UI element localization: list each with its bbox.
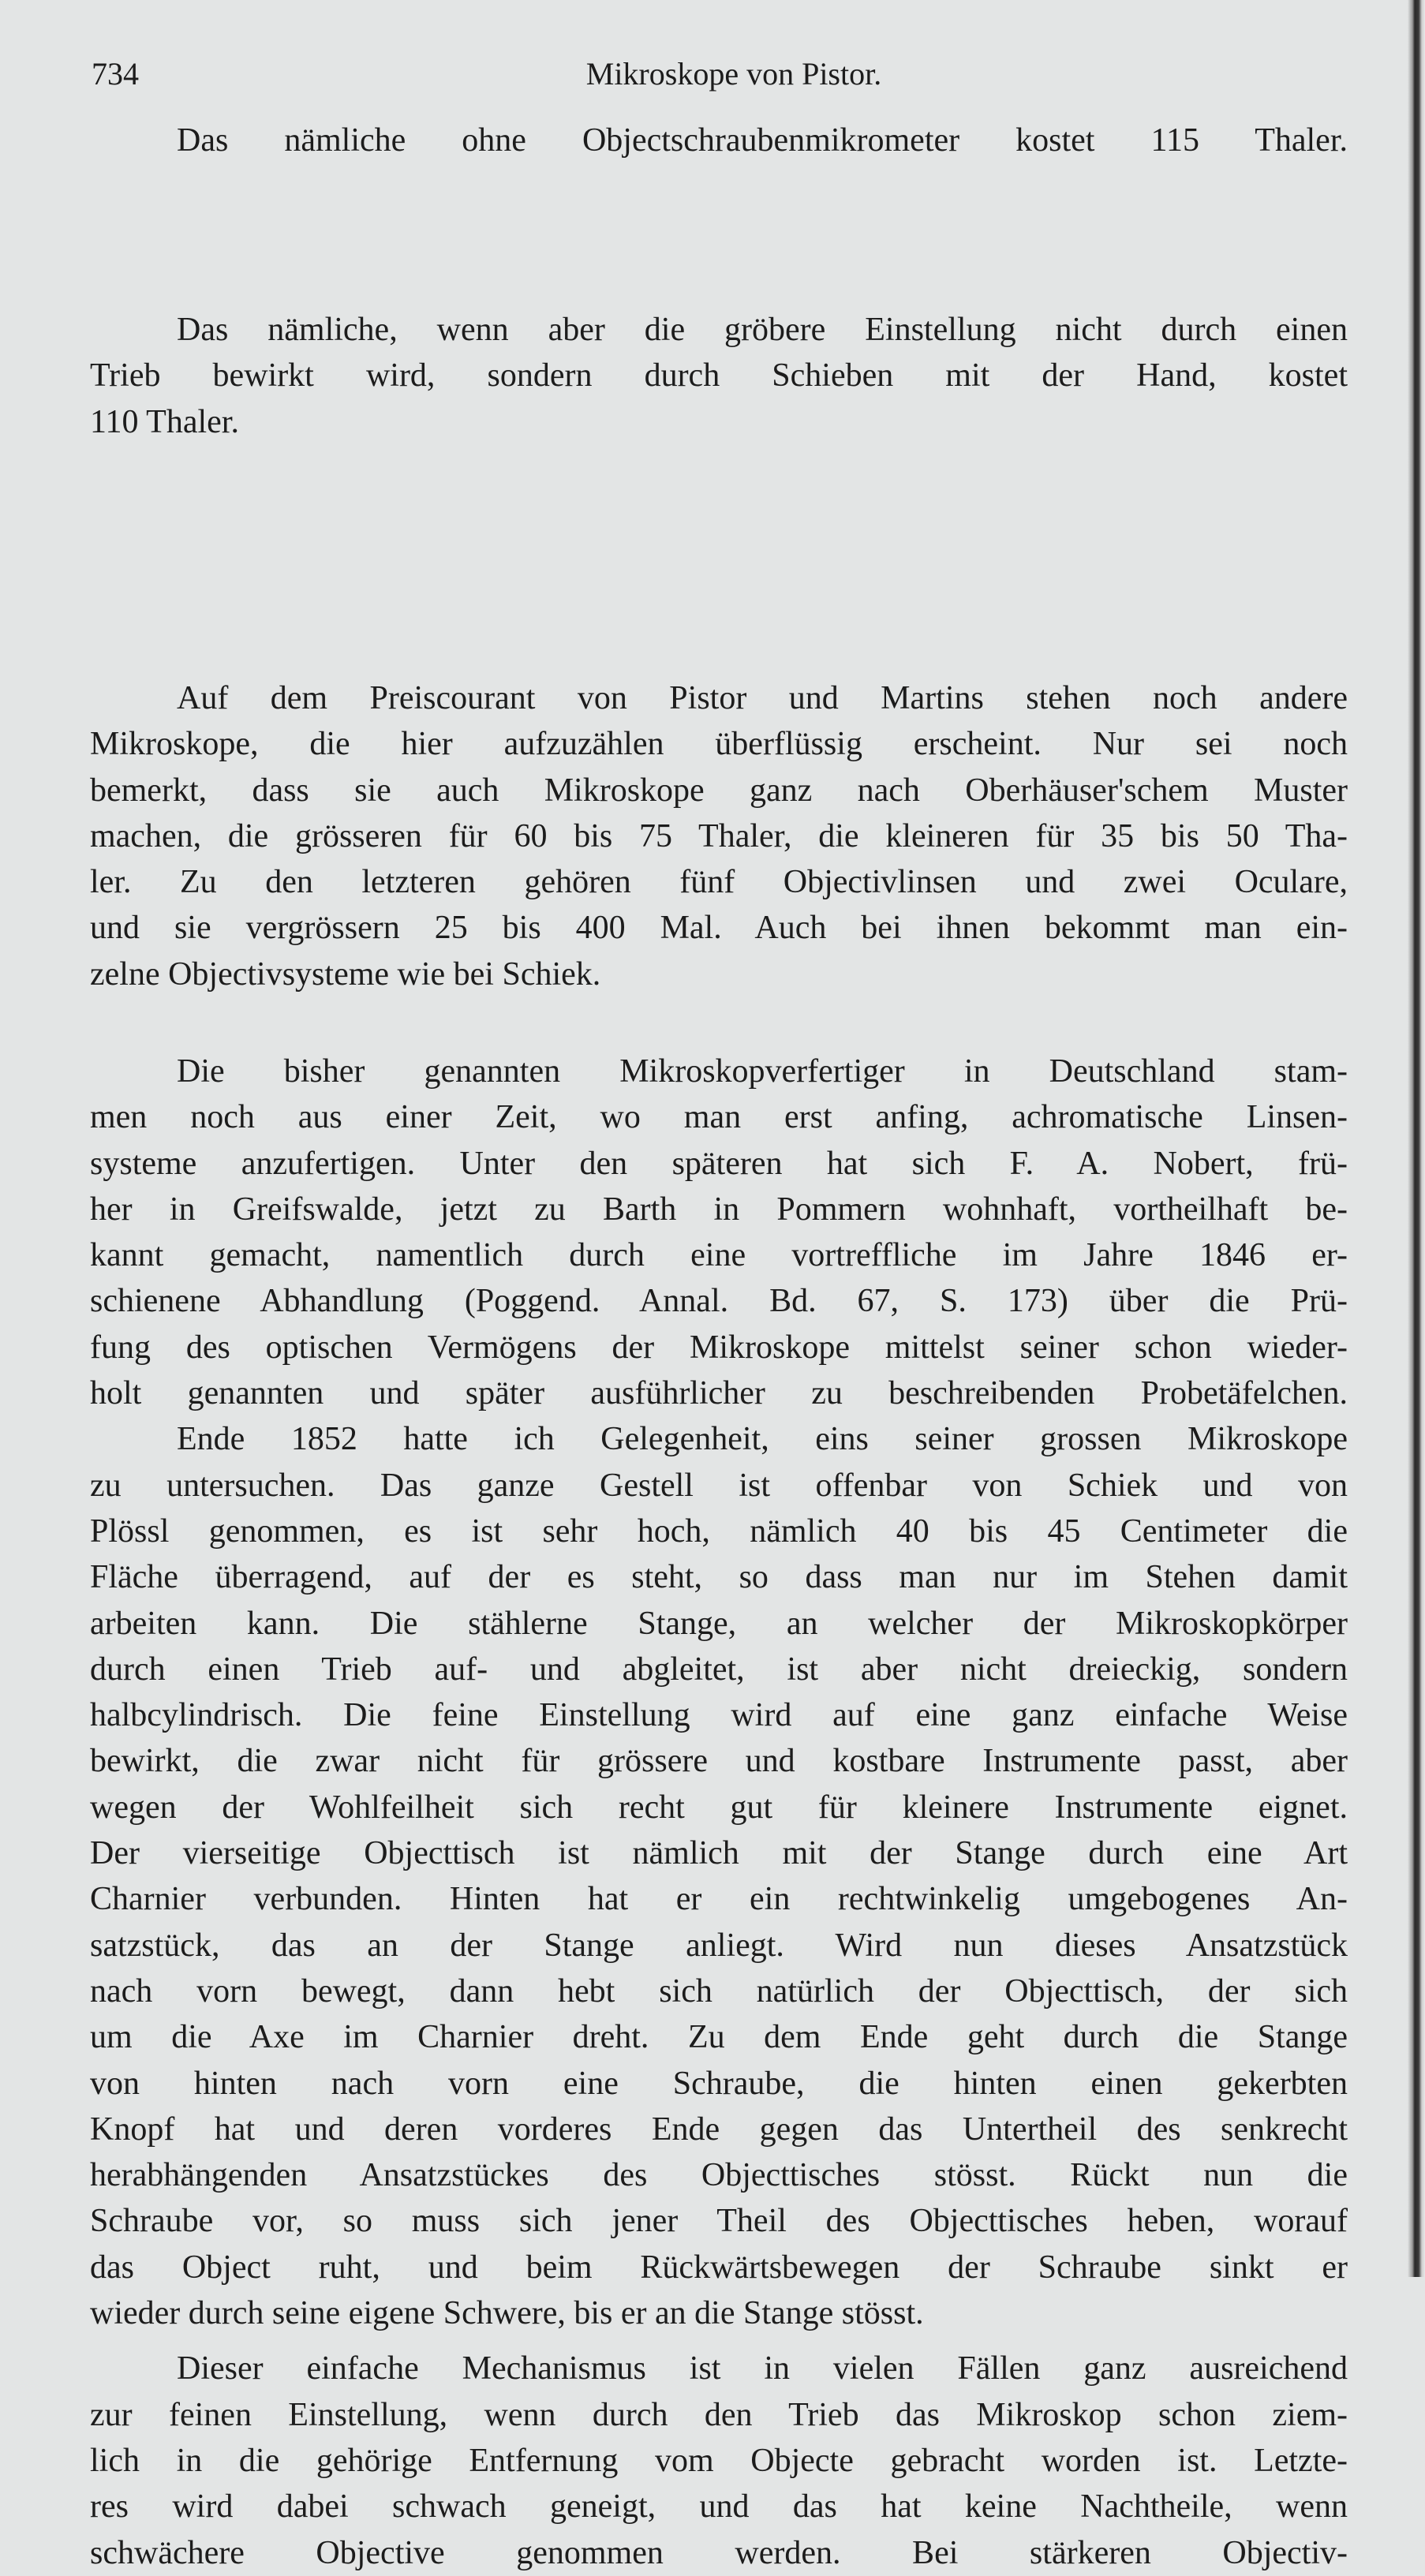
paragraph	[90, 307, 1348, 445]
text-line: Ende 1852 hatte ich Gelegenheit, eins seiner grossen Mikroskope	[177, 1421, 1348, 1458]
paragraph	[90, 2346, 1348, 2575]
text-line: Dieser einfache Mechanismus ist in vielen Fällen ganz ausreichend	[177, 2350, 1348, 2387]
text-line: Mikroskope, die hier aufzuzählen überflüssig erscheint. Nur sei noch	[90, 726, 1348, 763]
text-line: res wird dabei schwach geneigt, und das hat keine Nachtheile, wenn	[90, 2488, 1348, 2526]
text-line: holt genannten und später ausführlicher zu beschreibenden Probetäfelchen.	[90, 1375, 1348, 1412]
text-line: Das nämliche, wenn aber die gröbere Einstellung nicht durch einen	[177, 312, 1348, 348]
text-line: schwächere Objective genommen werden. Bei stärkeren Objectiv-	[90, 2534, 1348, 2571]
paragraph	[90, 118, 1348, 163]
text-line: kannt gemacht, namentlich durch eine vortreffliche im Jahre 1846 er-	[90, 1237, 1348, 1274]
text-line: Das nämliche ohne Objectschraubenmikrometer kostet 115 Thaler.	[177, 122, 1348, 159]
paragraph	[90, 675, 1348, 997]
text-line: Die bisher genannten Mikroskopverfertiger in Deutschland stam-	[177, 1053, 1348, 1090]
text-line: zur feinen Einstellung, wenn durch den Trieb das Mikroskop schon ziem-	[90, 2396, 1348, 2433]
text-line: machen, die grösseren für 60 bis 75 Thaler, die kleineren für 35 bis 50 Tha-	[90, 817, 1348, 854]
text-line: durch einen Trieb auf- und abgleitet, ist aber nicht dreieckig, sondern	[90, 1651, 1348, 1688]
text-line: von hinten nach vorn eine Schraube, die hinten einen gekerbten	[90, 2065, 1348, 2102]
text-line: systeme anzufertigen. Unter den späteren hat sich F. A. Nobert, frü-	[90, 1145, 1348, 1182]
text-line: um die Axe im Charnier dreht. Zu dem Ende geht durch die Stange	[90, 2019, 1348, 2056]
text-line: Trieb bewirkt wird, sondern durch Schieben mit der Hand, kostet	[90, 357, 1348, 394]
text-line: ler. Zu den letzteren gehören fünf Objectivlinsen und zwei Oculare,	[90, 864, 1348, 901]
text-line: schienene Abhandlung (Poggend. Annal. Bd. 67, S. 173) über die Prü-	[90, 1283, 1348, 1320]
text-line: Fläche überragend, auf der es steht, so dass man nur im Stehen damit	[90, 1559, 1348, 1596]
text-line: 110 Thaler.	[90, 403, 239, 440]
text-line: das Object ruht, und beim Rückwärtsbewegen der Schraube sinkt er	[90, 2249, 1348, 2286]
text-line: wieder durch seine eigene Schwere, bis er an die Stange stösst.	[90, 2295, 924, 2332]
text-line: Auf dem Preiscourant von Pistor und Martins stehen noch andere	[177, 680, 1348, 716]
text-line: Charnier verbunden. Hinten hat er ein rechtwinkelig umgebogenes An-	[90, 1881, 1348, 1918]
text-line: bewirkt, die zwar nicht für grössere und kostbare Instrumente passt, aber	[90, 1743, 1348, 1780]
text-line: zu untersuchen. Das ganze Gestell ist offenbar von Schiek und von	[90, 1467, 1348, 1504]
text-line: und sie vergrössern 25 bis 400 Mal. Auch bei ihnen bekommt man ein-	[90, 910, 1348, 947]
text-line: Plössl genommen, es ist sehr hoch, nämlich 40 bis 45 Centimeter die	[90, 1512, 1348, 1550]
paragraph	[90, 1416, 1348, 2336]
text-line: her in Greifswalde, jetzt zu Barth in Pommern wohnhaft, vortheilhaft be-	[90, 1191, 1348, 1228]
text-line: Der vierseitige Objecttisch ist nämlich mit der Stange durch eine Art	[90, 1835, 1348, 1872]
text-line: bemerkt, dass sie auch Mikroskope ganz nach Oberhäuser'schem Muster	[90, 772, 1348, 809]
running-head-title: Mikroskope von Pistor.	[585, 56, 882, 92]
page-number: 734	[92, 56, 139, 92]
text-line: herabhängenden Ansatzstückes des Objecttisches stösst. Rückt nun die	[90, 2157, 1348, 2194]
text-line: nach vorn bewegt, dann hebt sich natürlich der Objecttisch, der sich	[90, 1972, 1348, 2010]
text-line: fung des optischen Vermögens der Mikroskope mittelst seiner schon wieder-	[90, 1329, 1348, 1366]
page-binding-edge	[1408, 0, 1425, 2277]
text-line: satzstück, das an der Stange anliegt. Wird nun dieses Ansatzstück	[90, 1927, 1348, 1964]
text-line: Schraube vor, so muss sich jener Theil des Objecttisches heben, worauf	[90, 2203, 1348, 2240]
paragraph	[90, 1049, 1348, 1416]
text-line: Knopf hat und deren vorderes Ende gegen das Untertheil des senkrecht	[90, 2111, 1348, 2148]
text-line: wegen der Wohlfeilheit sich recht gut für kleinere Instrumente eignet.	[90, 1789, 1348, 1826]
text-line: men noch aus einer Zeit, wo man erst anfing, achromatische Linsen-	[90, 1099, 1348, 1136]
text-line: halbcylindrisch. Die feine Einstellung wird auf eine ganz einfache Weise	[90, 1697, 1348, 1734]
text-line: lich in die gehörige Entfernung vom Objecte gebracht worden ist. Letzte-	[90, 2442, 1348, 2479]
text-line: arbeiten kann. Die stählerne Stange, an welcher der Mikroskopkörper	[90, 1605, 1348, 1642]
text-line: zelne Objectivsysteme wie bei Schiek.	[90, 955, 601, 993]
